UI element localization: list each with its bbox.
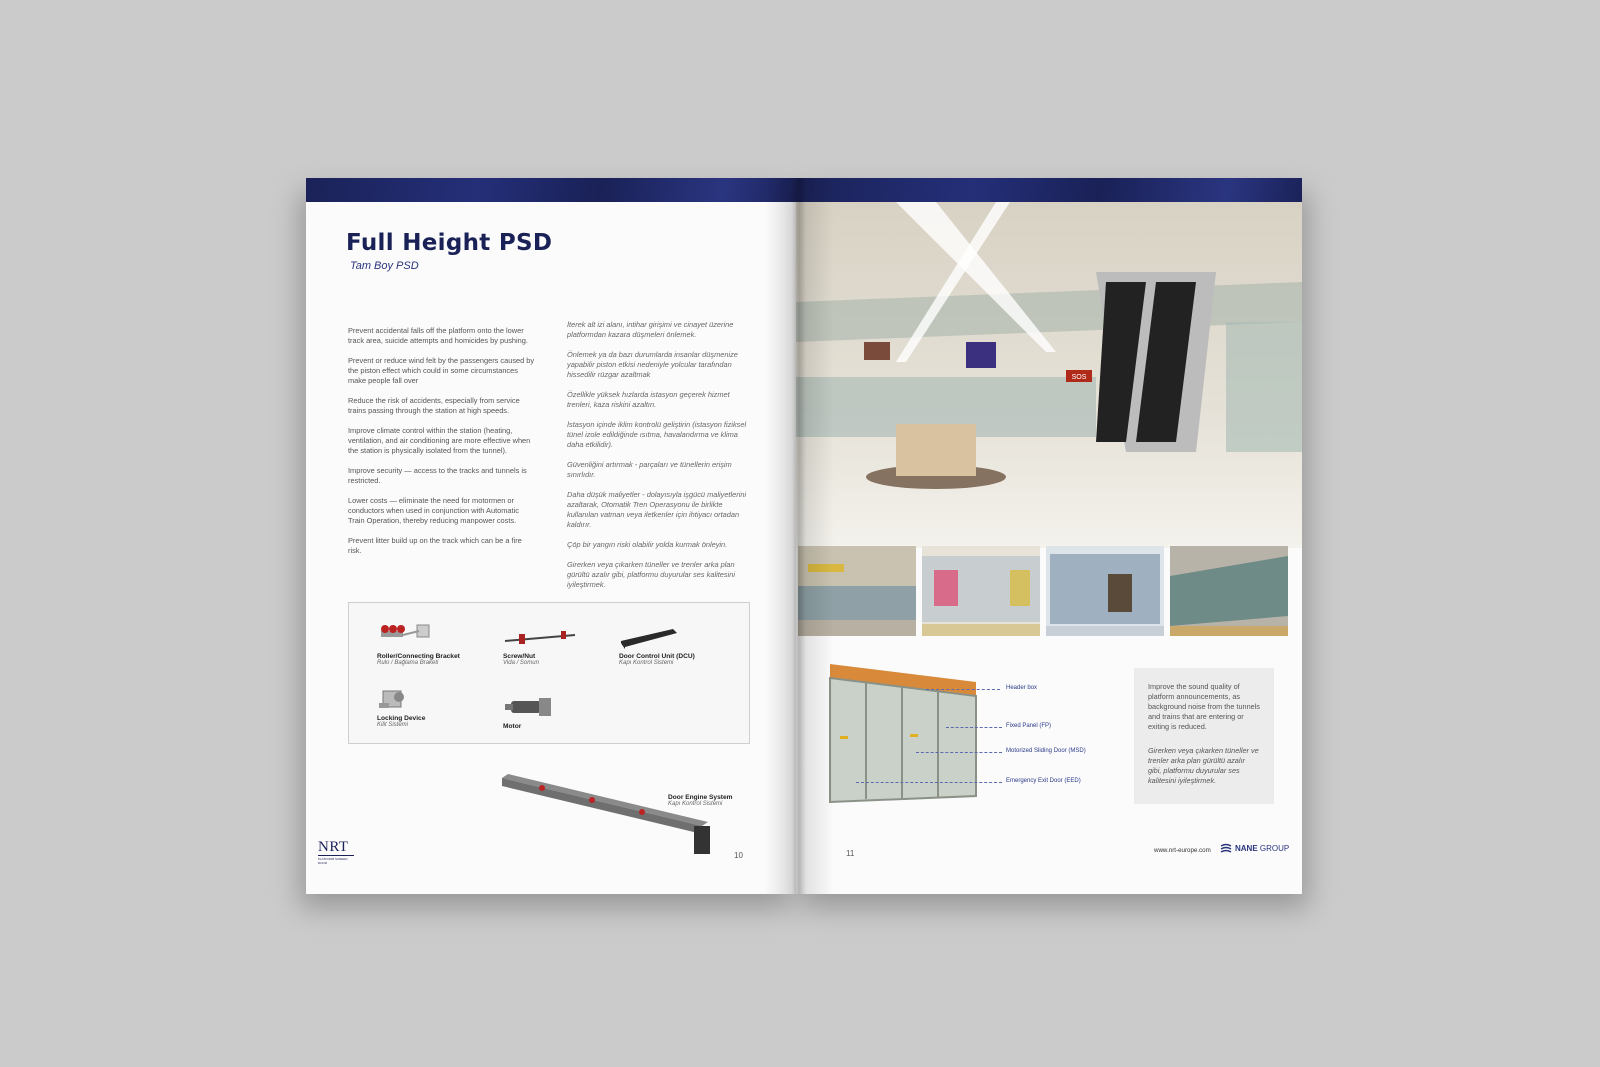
page-number-right: 11 xyxy=(846,849,855,858)
page-title: Full Height PSD xyxy=(346,230,553,256)
left-page xyxy=(306,178,796,894)
component-subtitle: Rulo / Bağlama Braketi xyxy=(377,660,439,666)
benefit-paragraph-tr: Daha düşük maliyetler - dolayısıyla işgücü maliyetlerini azaltarak, Otomatik Tren Operasyonu ile birlikte kullanılan vatman veya iletkenler için ihtiyacı ortadan kaldırır. xyxy=(567,490,747,529)
diagram-label-emergency-door: Emergency Exit Door (EED) xyxy=(1006,778,1081,784)
page-number-left: 10 xyxy=(734,851,743,860)
component-name: Roller/Connecting Bracket xyxy=(377,653,460,660)
page-subtitle: Tam Boy PSD xyxy=(350,260,419,272)
component-screw-nut xyxy=(503,623,623,666)
platform-thumbnail-4 xyxy=(1170,546,1288,636)
diagram-label-header-box: Header box xyxy=(1006,685,1038,691)
component-subtitle: Kilit Sistemi xyxy=(377,722,409,728)
door-system-diagram xyxy=(826,656,1006,816)
benefit-paragraph-tr: Güvenliğini artırmak - parçaları ve tünellerin erişim sınırlıdır. xyxy=(567,460,732,479)
benefits-turkish-column xyxy=(567,320,751,600)
diagram-label-fixed-panel: Fixed Panel (FP) xyxy=(1006,723,1052,729)
dcu-icon xyxy=(619,625,679,651)
benefit-paragraph: Lower costs — eliminate the need for motormen or conductors when used in conjunction with Automatic Train Operation, thereby reducing manpower costs. xyxy=(348,496,519,525)
benefit-paragraph: Prevent or reduce wind felt by the passengers caused by the piston effect which could in some circumstances make people fall over xyxy=(348,356,535,385)
benefit-paragraph-tr: İstasyon içinde iklim kontrolü geliştirin (istasyon fiziksel tünel izole edildiğinde ısıtma, havalandırma ve klima daha etkilidir). xyxy=(567,420,747,449)
engine-name: Door Engine System xyxy=(668,794,733,801)
info-text-turkish: Girerken veya çıkarken tüneller ve trenler arka plan gürültü azalır gibi, platformu duyurular ses kalitesini iyileştirmek. xyxy=(1148,746,1259,785)
component-subtitle: Kapı Kontrol Sistemi xyxy=(619,660,674,666)
station-hero-image xyxy=(796,202,1302,548)
benefit-paragraph: Reduce the risk of accidents, especially from service trains passing through the station at high speeds. xyxy=(348,396,520,415)
platform-thumbnail-3 xyxy=(1046,546,1164,636)
nane-logo-icon xyxy=(1220,843,1232,853)
component-lock-device xyxy=(377,685,497,728)
component-roller-bracket xyxy=(377,617,497,666)
nrt-logo-text: NRT xyxy=(318,840,354,856)
diagram-label-sliding-door: Motorized Sliding Door (MSD) xyxy=(1006,748,1086,754)
component-name: Motor xyxy=(503,723,522,730)
info-text-english: Improve the sound quality of platform announcements, as background noise from the tunnels and trains that are entering or exiting is reduced. xyxy=(1148,682,1260,731)
benefit-paragraph-tr: Özellikle yüksek hızlarda istasyon geçerek hizmet trenleri, kaza riskini azaltın. xyxy=(567,390,730,409)
motor-icon xyxy=(503,693,559,721)
diagram-leader-line xyxy=(916,752,1002,753)
header-band xyxy=(306,178,796,202)
component-subtitle: Vida / Somun xyxy=(503,660,539,666)
nane-logo-bold: NANE xyxy=(1235,843,1258,853)
component-name: Locking Device xyxy=(377,715,426,722)
platform-thumbnail-2 xyxy=(922,546,1040,636)
platform-thumbnail-1 xyxy=(798,546,916,636)
diagram-leader-line xyxy=(946,727,1002,728)
components-box xyxy=(348,602,750,744)
benefits-english-column xyxy=(348,326,536,566)
component-motor xyxy=(503,693,623,730)
door-engine-illustration xyxy=(502,768,722,868)
door-engine-label xyxy=(668,792,788,807)
screw-nut-icon xyxy=(503,623,577,651)
nrt-logo-tagline: PLATFORM SCREEN DOOR xyxy=(318,857,348,865)
component-name: Door Control Unit (DCU) xyxy=(619,653,695,660)
benefit-paragraph-tr: Girerken veya çıkarken tüneller ve trenler arka plan gürültü azalır gibi, platformu duyurular ses kalitesini iyileştirmek. xyxy=(567,560,736,589)
nane-group-logo xyxy=(1220,843,1289,853)
engine-subtitle: Kapı Kontrol Sistemi xyxy=(668,801,723,807)
nrt-logo xyxy=(318,840,354,865)
sos-sign: SOS xyxy=(1071,374,1087,381)
brochure-spread xyxy=(306,178,1302,900)
benefit-paragraph: Improve security — access to the tracks and tunnels is restricted. xyxy=(348,466,527,485)
component-dcu xyxy=(619,625,739,666)
benefit-paragraph: Prevent litter build up on the track which can be a fire risk. xyxy=(348,536,522,555)
website-url: www.nrt-europe.com xyxy=(1154,847,1211,854)
header-band xyxy=(796,178,1302,202)
diagram-leader-line xyxy=(856,782,1002,783)
diagram-leader-line xyxy=(926,689,1000,690)
component-name: Screw/Nut xyxy=(503,653,536,660)
benefit-paragraph: Improve climate control within the station (heating, ventilation, and air conditioning are more effective when the station is physically isolated from the tunnel). xyxy=(348,426,531,455)
sound-quality-info-box xyxy=(1134,668,1274,804)
benefit-paragraph-tr: Önlemek ya da bazı durumlarda insanlar düşmenize yapabilir piston etkisi nedeniyle yolcular tarafından hissedilir rüzgar azaltmak xyxy=(567,350,738,379)
lock-device-icon xyxy=(377,685,417,713)
roller-bracket-icon xyxy=(377,617,437,651)
benefit-paragraph: Prevent accidental falls off the platform onto the lower track area, suicide attempts and homicides by pushing. xyxy=(348,326,528,345)
nane-logo-light: GROUP xyxy=(1259,843,1290,853)
benefit-paragraph-tr: Çöp bir yangın riski olabilir yolda kurmak önleyin. xyxy=(567,540,728,549)
right-page xyxy=(796,178,1302,894)
benefit-paragraph-tr: İterek alt izi alanı, intihar girişimi ve cinayet üzerine platformdan kazara düşmeleri önlemek. xyxy=(567,320,734,339)
nane-logo-text xyxy=(1235,844,1289,853)
